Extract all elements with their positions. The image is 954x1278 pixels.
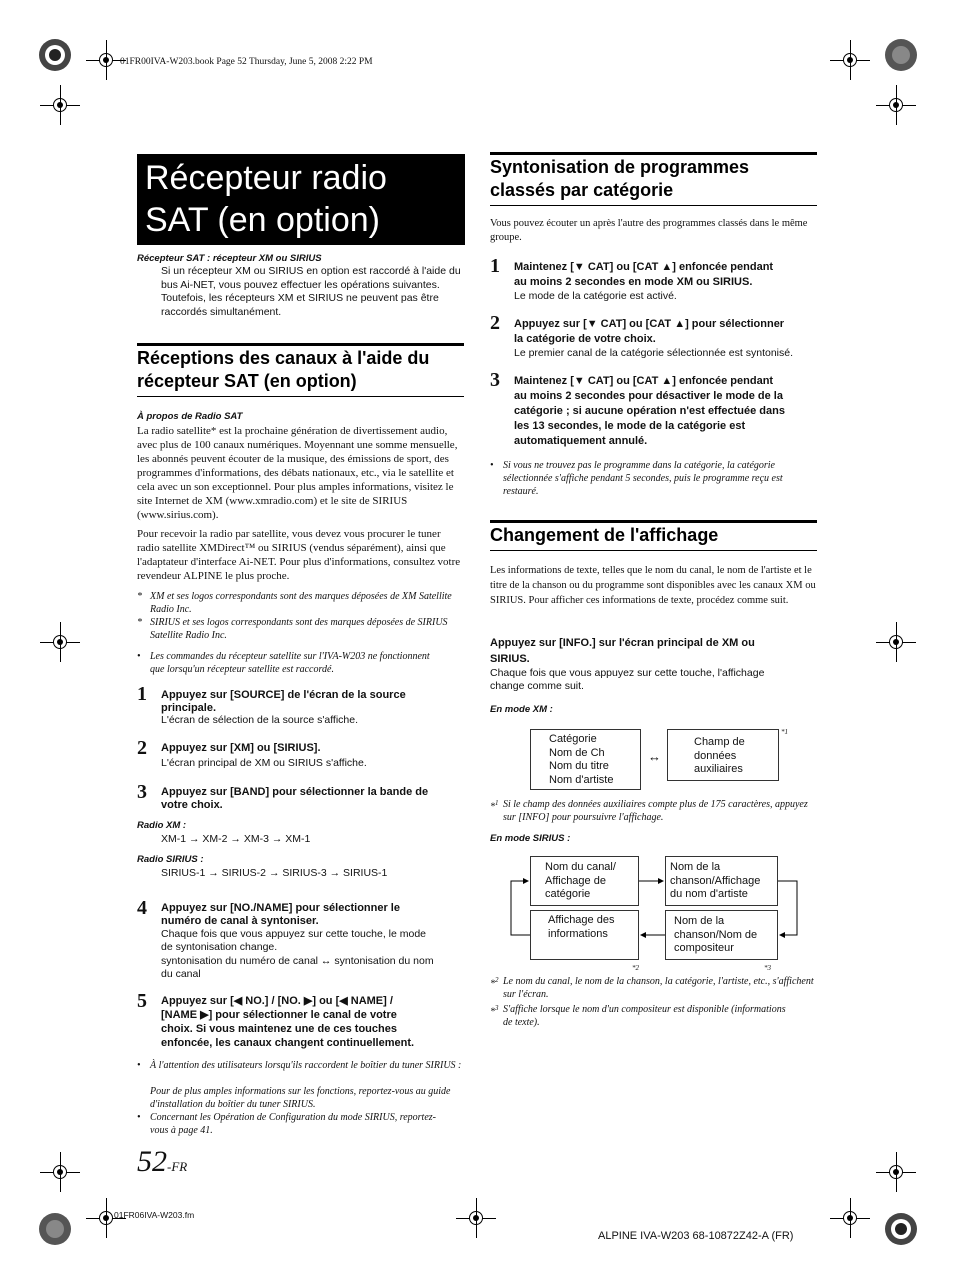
step-sub: Chaque fois que vous appuyez sur cette touche, le mode — [161, 928, 427, 940]
footnote-mark: *1 — [781, 728, 788, 736]
section-rule — [490, 152, 817, 155]
section-rule — [490, 550, 817, 551]
step-number: 1 — [137, 683, 147, 705]
bullet-note: Pour de plus amples informations sur les fonctions, reportez-vous au guide d'installation du boîtier du tuner SIRIUS. — [150, 1086, 451, 1110]
about-text: La radio satellite* est la prochaine génération de divertissement audio, avec plus de 100 canaux numériques. Moyennant une somme mensuelle, les abonnés peuvent écouter de la musique, des émissions de sport, des programmes d'informations, des débats nationaux, etc., via le satellite et cela avec un son exceptionnel. Pour plus amples informations, visitez le site Internet de XM (www.xmradio.com) et le site de SIRIUS (www.sirius.com). — [137, 425, 458, 521]
toggle-arrow-icon: ↔ — [648, 749, 661, 764]
box-line: Nom de la — [670, 861, 721, 873]
step-text: SIRIUS. — [490, 653, 530, 665]
box-line: données — [694, 749, 737, 762]
box-line: chanson/Nom de — [674, 928, 758, 941]
about-text-2: Pour recevoir la radio par satellite, vous devez vous procurer le tuner radio satellite XMDirect™ ou SIRIUS (vendus séparément), ainsi que l'adaptateur d'interface Ai-NET. Pour plus d'informations, consultez votre revendeur ALPINE le plus proche. — [137, 528, 461, 582]
intro-text: Si un récepteur XM ou SIRIUS en option est raccordé à l'aide du bus Ai-NET, vous pouvez effectuer les opérations suivantes. Toutefois, les récepteurs XM et SIRIUS ne peuvent pas être raccordés simultanément. — [161, 265, 461, 318]
step-text: choix. Si vous maintenez une de ces touches — [161, 1023, 397, 1035]
crosshair-icon — [876, 622, 916, 662]
radio-xm-sequence: XM-1 → XM-2 → XM-3 → XM-1 — [161, 833, 311, 845]
step-text: les 13 secondes, le mode de la catégorie est — [514, 420, 746, 432]
box-line: Nom de Ch — [549, 746, 605, 759]
flow-arrows — [500, 850, 810, 970]
box-line: Nom de la — [674, 915, 725, 927]
step-text: au moins 2 secondes en mode XM ou SIRIUS. — [514, 276, 753, 288]
radio-sirius-label: Radio SIRIUS : — [137, 854, 204, 865]
crosshair-icon — [830, 40, 870, 80]
xm-display-box-1 — [530, 729, 641, 790]
box-line: Catégorie — [549, 733, 597, 745]
step-sub: L'écran de sélection de la source s'affiche. — [161, 714, 359, 726]
radio-xm-label: Radio XM : — [137, 820, 187, 831]
step-text: Appuyez sur [INFO.] sur l'écran principal de XM ou — [490, 637, 755, 649]
step-text: Appuyez sur [▼ CAT] ou [CAT ▲] pour sélectionner — [514, 318, 785, 330]
crosshair-icon — [876, 85, 916, 125]
box-line: Nom du titre — [549, 760, 609, 772]
footnote-mark: *$^2$ — [490, 976, 499, 990]
step-number: 2 — [137, 737, 147, 759]
step-number: 3 — [137, 781, 147, 803]
footnote-mark: *2 — [632, 964, 639, 972]
footnote: SIRIUS et ses logos correspondants sont des marques déposées de SIRIUS Satellite Radio Inc. — [150, 617, 448, 641]
step-text: au moins 2 secondes pour désactiver le mode de la — [514, 390, 783, 402]
step-text: votre choix. — [161, 799, 223, 811]
step-number: 2 — [490, 312, 500, 334]
bullet-dot: • — [137, 1112, 141, 1123]
section-rule — [490, 205, 817, 206]
crosshair-icon — [876, 1152, 916, 1192]
registration-mark-icon — [38, 1212, 72, 1246]
registration-mark-icon — [884, 38, 918, 72]
step-text: enfoncée, les canaux changent continuellement. — [161, 1037, 415, 1049]
section3-title: Changement de l'affichage — [490, 525, 719, 545]
bullet-note: À l'attention des utilisateurs lorsqu'ils raccordent le boîtier du tuner SIRIUS : — [150, 1060, 462, 1071]
bullet-dot: • — [137, 1060, 141, 1071]
file-info: 01FR00IVA-W203.book Page 52 Thursday, June 5, 2008 2:22 PM — [120, 57, 373, 67]
box-line: Nom d'artiste — [549, 773, 614, 786]
crosshair-icon — [40, 85, 80, 125]
section2-title: Syntonisation de programmes classés par catégorie — [490, 157, 750, 200]
about-label: À propos de Radio SAT — [137, 411, 243, 422]
footnote: S'affiche lorsque le nom d'un compositeur est disponible (informations de texte). — [503, 1004, 786, 1028]
crosshair-icon — [40, 1152, 80, 1192]
xm-mode-label: En mode XM : — [490, 704, 553, 715]
section2-intro: Vous pouvez écouter un après l'autre des programmes classés dans le même groupe. — [490, 218, 808, 243]
bullet-note: Si vous ne trouvez pas le programme dans la catégorie, la catégorie sélectionnée s'affiche pendant 5 secondes, puis le programme reçu est restauré. — [503, 460, 783, 497]
step-text: Appuyez sur [BAND] pour sélectionner la bande de — [161, 786, 429, 798]
page-number-suffix: -FR — [167, 1159, 188, 1174]
section-rule — [137, 343, 464, 346]
footnote-star: * — [137, 617, 142, 628]
step-text: Appuyez sur [XM] ou [SIRIUS]. — [161, 742, 321, 754]
step-number: 5 — [137, 990, 147, 1012]
flow-arrow — [511, 881, 530, 935]
page-number — [137, 1145, 187, 1179]
step-text: catégorie ; si aucune opération n'est effectuée dans — [514, 405, 785, 417]
crosshair-icon — [830, 1198, 870, 1238]
registration-mark-icon — [884, 1212, 918, 1246]
step-text: Appuyez sur [SOURCE] de l'écran de la source — [161, 689, 406, 701]
box-line: chanson/Affichage — [670, 874, 761, 887]
flow-arrow — [778, 881, 797, 935]
bullet-note: Les commandes du récepteur satellite sur l'IVA-W203 ne fonctionnent que lorsqu'un récepteur satellite est raccordé. — [150, 651, 430, 675]
bullet-note: Concernant les Opération de Configuration du mode SIRIUS, reportez-vous à page 41. — [150, 1112, 436, 1136]
crosshair-icon — [456, 1198, 496, 1238]
step-sub: de syntonisation change. — [161, 941, 278, 953]
step-sub: du canal — [161, 968, 201, 980]
bullet-dot: • — [137, 651, 141, 662]
box-line: Nom du canal/ — [545, 861, 616, 873]
registration-mark-icon — [38, 38, 72, 72]
sirius-mode-label: En mode SIRIUS : — [490, 833, 571, 844]
step-text: numéro de canal à syntoniser. — [161, 915, 319, 927]
intro-label: Récepteur SAT : récepteur XM ou SIRIUS — [137, 253, 322, 264]
footnote-mark: *$^3$ — [490, 1004, 499, 1018]
step-sub: Chaque fois que vous appuyez sur cette touche, l'affichage change comme suit. — [490, 667, 765, 692]
section1-title: Réceptions des canaux à l'aide du récepteur SAT (en option) — [137, 348, 430, 391]
page-title: Récepteur radio SAT (en option) — [137, 154, 465, 245]
page-number-value: 52 — [137, 1145, 167, 1178]
step-sub: L'écran principal de XM ou SIRIUS s'affiche. — [161, 757, 367, 769]
step-text: automatiquement annulé. — [514, 435, 648, 447]
step-text: Appuyez sur [◀ NO.] / [NO. ▶] ou [◀ NAME] / — [161, 995, 393, 1007]
footnote: XM et ses logos correspondants sont des marques déposées de XM Satellite Radio Inc. — [150, 591, 452, 615]
radio-sirius-sequence: SIRIUS-1 → SIRIUS-2 → SIRIUS-3 → SIRIUS-1 — [161, 867, 388, 879]
footnote-mark: *3 — [764, 964, 771, 972]
footnote: Si le champ des données auxiliaires compte plus de 175 caractères, appuyez sur [INFO] pour poursuivre l'affichage. — [503, 799, 808, 823]
step-number: 4 — [137, 897, 147, 919]
box-line: du nom d'artiste — [670, 888, 748, 900]
step-text: [NAME ▶] pour sélectionner le canal de votre — [161, 1009, 397, 1021]
step-text: Maintenez [▼ CAT] ou [CAT ▲] enfoncée pendant — [514, 375, 774, 387]
footer-model: ALPINE IVA-W203 68-10872Z42-A (FR) — [598, 1230, 794, 1242]
box-line: Affichage de — [545, 874, 606, 887]
section-rule — [137, 396, 464, 397]
footer-file-name: 01FR06IVA-W203.fm — [114, 1210, 195, 1220]
step-number: 3 — [490, 369, 500, 391]
footnote-star: * — [137, 591, 142, 602]
step-text: Maintenez [▼ CAT] ou [CAT ▲] enfoncée pendant — [514, 261, 774, 273]
step-sub: syntonisation du numéro de canal ↔ syntonisation du nom — [161, 955, 434, 967]
footnote: Le nom du canal, le nom de la chanson, la catégorie, l'artiste, etc., s'affichent sur l'écran. — [503, 976, 814, 1000]
step-text: principale. — [161, 702, 217, 714]
box-line: compositeur — [674, 942, 734, 954]
step-sub: Le premier canal de la catégorie sélectionnée est syntonisé. — [514, 347, 793, 359]
box-line: catégorie — [545, 888, 591, 900]
box-line: Champ de — [694, 736, 745, 748]
box-line: auxiliaires — [694, 763, 743, 775]
section-rule — [490, 520, 817, 523]
bullet-dot: • — [490, 460, 494, 471]
box-line: informations — [548, 927, 608, 940]
footnote-mark: *$^1$ — [490, 799, 499, 813]
step-sub: Le mode de la catégorie est activé. — [514, 290, 677, 302]
step-text: Appuyez sur [NO./NAME] pour sélectionner le — [161, 902, 400, 914]
crosshair-icon — [40, 622, 80, 662]
step-number: 1 — [490, 255, 500, 277]
box-line: Affichage des — [548, 914, 615, 926]
xm-display-box-2 — [667, 729, 779, 781]
section3-intro: Les informations de texte, telles que le nom du canal, le nom de l'artiste et le titre de la chanson ou du programme sont disponibles avec les canaux XM ou SIRIUS. Pour afficher ces informations de texte, procédez comme suit. — [490, 565, 816, 606]
step-text: la catégorie de votre choix. — [514, 333, 656, 345]
